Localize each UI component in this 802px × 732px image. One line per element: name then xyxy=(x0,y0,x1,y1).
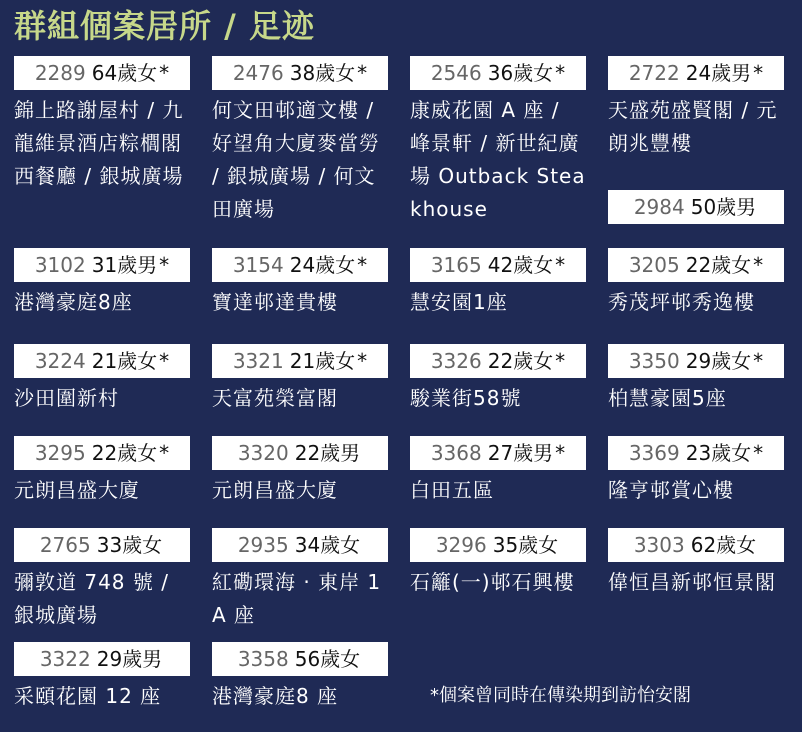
case-info: 33歲女 xyxy=(96,533,163,557)
case-info: 29歲女 xyxy=(685,349,752,373)
case-card xyxy=(410,56,586,226)
case-star: * xyxy=(159,61,170,85)
case-card xyxy=(410,436,586,507)
case-label xyxy=(608,436,784,470)
case-id: 3369 xyxy=(628,441,680,465)
case-label xyxy=(608,344,784,378)
case-id: 2546 xyxy=(430,61,482,85)
case-info: 35歲女 xyxy=(492,533,559,557)
case-card xyxy=(14,642,190,713)
case-id: 3205 xyxy=(628,253,680,277)
case-id: 3303 xyxy=(633,533,685,557)
case-card xyxy=(14,248,190,319)
case-id: 3322 xyxy=(39,647,91,671)
case-star: * xyxy=(357,253,368,277)
case-star: * xyxy=(159,441,170,465)
case-info: 64歲女 xyxy=(91,61,158,85)
case-address: 慧安園1座 xyxy=(410,290,508,314)
case-info: 27歲男 xyxy=(487,441,554,465)
case-info: 22歲女 xyxy=(91,441,158,465)
footnote: *個案曾同時在傳染期到訪怡安閣 xyxy=(430,685,691,706)
case-info: 56歲女 xyxy=(294,647,361,671)
case-id: 3320 xyxy=(237,441,289,465)
page-title: 群組個案居所 / 足迹 xyxy=(14,7,315,45)
case-address: 紅磡環海 · 東岸 1A 座 xyxy=(212,570,382,627)
case-label xyxy=(410,248,586,282)
case-card xyxy=(608,248,784,319)
case-label xyxy=(410,436,586,470)
case-card xyxy=(410,344,586,415)
case-card xyxy=(608,528,784,599)
case-info: 24歲男 xyxy=(685,61,752,85)
case-card xyxy=(608,344,784,415)
case-address: 天富苑榮富閣 xyxy=(212,386,338,410)
case-address: 白田五區 xyxy=(410,478,494,502)
case-address: 天盛苑盛賢閣 / 元朗兆豐樓 xyxy=(608,98,778,155)
case-card xyxy=(14,436,190,507)
case-id: 2476 xyxy=(232,61,284,85)
case-address: 錦上路謝屋村 / 九龍維景酒店粽櫚閣西餐廳 / 銀城廣場 xyxy=(14,98,184,188)
case-id: 3368 xyxy=(430,441,482,465)
case-label xyxy=(212,436,388,470)
case-card xyxy=(608,190,784,224)
case-address: 秀茂坪邨秀逸樓 xyxy=(608,290,755,314)
case-id: 3295 xyxy=(34,441,86,465)
case-id: 3296 xyxy=(435,533,487,557)
case-address: 柏慧豪園5座 xyxy=(608,386,727,410)
case-info: 22歲女 xyxy=(487,349,554,373)
case-id: 3326 xyxy=(430,349,482,373)
case-info: 36歲女 xyxy=(487,61,554,85)
case-id: 2722 xyxy=(628,61,680,85)
case-label xyxy=(608,248,784,282)
case-card xyxy=(608,436,784,507)
case-info: 21歲女 xyxy=(91,349,158,373)
case-label xyxy=(14,642,190,676)
case-card xyxy=(212,56,388,226)
case-card xyxy=(14,528,190,632)
case-label xyxy=(212,642,388,676)
case-star: * xyxy=(357,61,368,85)
case-label xyxy=(14,436,190,470)
case-label xyxy=(212,56,388,90)
case-star: * xyxy=(555,61,566,85)
case-id: 3224 xyxy=(34,349,86,373)
case-label xyxy=(608,56,784,90)
case-address: 元朗昌盛大廈 xyxy=(212,478,338,502)
case-address: 何文田邨適文樓 / 好望角大廈麥當勞 / 銀城廣場 / 何文田廣場 xyxy=(212,98,380,221)
case-star: * xyxy=(753,349,764,373)
case-address: 寶達邨達貴樓 xyxy=(212,290,338,314)
case-label xyxy=(410,344,586,378)
case-star: * xyxy=(159,253,170,277)
case-id: 2984 xyxy=(633,195,685,219)
case-label xyxy=(14,248,190,282)
case-id: 3154 xyxy=(232,253,284,277)
case-id: 3165 xyxy=(430,253,482,277)
case-info: 42歲女 xyxy=(487,253,554,277)
case-card xyxy=(212,344,388,415)
case-info: 29歲男 xyxy=(96,647,163,671)
case-star: * xyxy=(555,441,566,465)
case-info: 21歲女 xyxy=(289,349,356,373)
case-info: 22歲女 xyxy=(685,253,752,277)
case-card xyxy=(212,642,388,713)
case-label xyxy=(212,344,388,378)
case-star: * xyxy=(357,349,368,373)
case-address: 彌敦道 748 號 / 銀城廣場 xyxy=(14,570,169,627)
case-info: 34歲女 xyxy=(294,533,361,557)
case-address: 康威花園 A 座 / 峰景軒 / 新世紀廣場 Outback Steakhouse xyxy=(410,98,586,221)
case-address: 采頤花園 12 座 xyxy=(14,684,162,708)
case-info: 23歲女 xyxy=(685,441,752,465)
case-label xyxy=(410,528,586,562)
case-info: 62歲女 xyxy=(690,533,757,557)
case-card xyxy=(14,344,190,415)
case-address: 沙田圍新村 xyxy=(14,386,119,410)
case-card xyxy=(212,528,388,632)
case-star: * xyxy=(159,349,170,373)
case-info: 50歲男 xyxy=(690,195,757,219)
case-id: 3321 xyxy=(232,349,284,373)
case-label xyxy=(14,344,190,378)
case-id: 2765 xyxy=(39,533,91,557)
case-info: 22歲男 xyxy=(294,441,361,465)
case-id: 2289 xyxy=(34,61,86,85)
case-address: 港灣豪庭8 座 xyxy=(212,684,339,708)
case-address: 石籬(一)邨石興樓 xyxy=(410,570,575,594)
case-card xyxy=(410,248,586,319)
case-star: * xyxy=(555,349,566,373)
case-card xyxy=(410,528,586,599)
case-star: * xyxy=(753,441,764,465)
case-card xyxy=(212,248,388,319)
case-star: * xyxy=(753,253,764,277)
case-address: 元朗昌盛大廈 xyxy=(14,478,140,502)
case-label xyxy=(14,528,190,562)
case-label xyxy=(212,248,388,282)
case-id: 2935 xyxy=(237,533,289,557)
case-label xyxy=(14,56,190,90)
case-info: 38歲女 xyxy=(289,61,356,85)
case-address: 隆亨邨賞心樓 xyxy=(608,478,734,502)
case-address: 駿業街58號 xyxy=(410,386,522,410)
case-label xyxy=(608,190,784,224)
case-label xyxy=(212,528,388,562)
case-star: * xyxy=(555,253,566,277)
case-address: 港灣豪庭8座 xyxy=(14,290,133,314)
case-star: * xyxy=(753,61,764,85)
case-info: 24歲女 xyxy=(289,253,356,277)
case-info: 31歲男 xyxy=(91,253,158,277)
case-address: 偉恒昌新邨恒景閣 xyxy=(608,570,776,594)
case-card xyxy=(14,56,190,193)
case-label xyxy=(608,528,784,562)
case-label xyxy=(410,56,586,90)
case-card xyxy=(608,56,784,160)
case-id: 3102 xyxy=(34,253,86,277)
case-id: 3358 xyxy=(237,647,289,671)
case-id: 3350 xyxy=(628,349,680,373)
case-card xyxy=(212,436,388,507)
